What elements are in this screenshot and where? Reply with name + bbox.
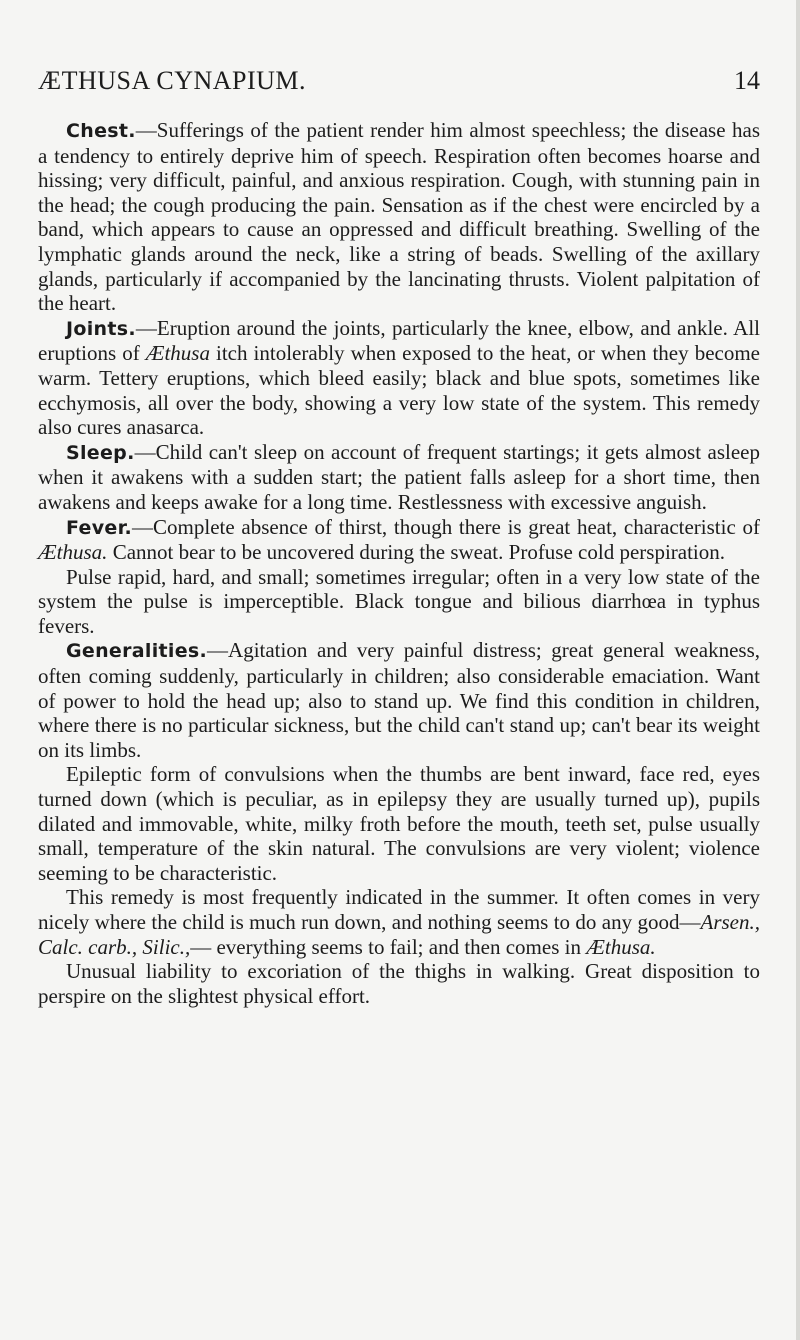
paragraph-text: —Agitation and very painful distress; great general weakness, often coming suddenly, particularly in children; also considerable emaciation. Want of power to hold the head up; also to stand up. We find this condition in children, where there is no particular sickness, but the child can't stand up; can't bear its weight on its limbs. bbox=[38, 638, 760, 762]
paragraph-text: Epileptic form of convulsions when the thumbs are bent inward, face red, eyes turned down (which is peculiar, as in epilepsy they are usually turned up), pupils dilated and immovable, white, milky froth before the mouth, teeth set, pulse usually small, temperature of the skin natural. The convulsions are very violent; violence seeming to be characteristic. bbox=[38, 762, 760, 885]
paragraph-excoriation bbox=[38, 959, 760, 1008]
page-edge bbox=[796, 0, 800, 1340]
paragraph-sleep bbox=[38, 440, 760, 515]
page-number: 14 bbox=[734, 66, 760, 95]
paragraph-pulse bbox=[38, 565, 760, 639]
paragraph-text: —Sufferings of the patient render him almost speechless; the disease has a tendency to entirely deprive him of speech. Respiration often becomes hoarse and hissing; very difficult, painful, and anxious respiration. Cough, with stunning pain in the head; the cough producing the pain. Sensation as if the chest were encircled by a band, which appears to cause an oppressed and difficult breathing. Swelling of the lymphatic glands around the neck, like a string of beads. Swelling of the axillary glands, particularly if accompanied by the lancinating thrusts. Violent palpitation of the heart. bbox=[38, 118, 760, 316]
paragraph-text: Unusual liability to excoriation of the thighs in walking. Great disposition to perspire on the slightest physical effort. bbox=[38, 959, 760, 1008]
paragraph-fever bbox=[38, 515, 760, 565]
paragraph-text: itch intolerably when exposed to the heat, or when they become warm. Tettery eruptions, which bleed easily; black and blue spots, sometimes like ecchymosis, all over the body, showing a very low state of the system. This remedy also cures anasarca. bbox=[38, 341, 760, 440]
remedy-list-italic: Arsen., Calc. carb., Silic., bbox=[38, 910, 760, 959]
page-header bbox=[38, 66, 760, 106]
body-text bbox=[38, 118, 760, 1008]
paragraph-text: Cannot bear to be uncovered during the sweat. Profuse cold perspiration. bbox=[107, 540, 726, 565]
section-heading-chest: Chest. bbox=[66, 120, 136, 142]
section-heading-sleep: Sleep. bbox=[66, 441, 135, 464]
paragraph-text: — everything seems to fail; and then comes in bbox=[190, 934, 587, 959]
section-heading-joints: Joints. bbox=[66, 317, 136, 340]
paragraph-text: —Eruption around the joints, particularly the knee, elbow, and ankle. All eruptions of bbox=[38, 315, 760, 366]
paragraph-chest bbox=[38, 118, 760, 316]
remedy-name-italic: Æthusa bbox=[145, 341, 210, 366]
paragraph-generalities bbox=[38, 638, 760, 762]
paragraph-joints bbox=[38, 316, 760, 440]
section-heading-fever: Fever. bbox=[66, 516, 133, 539]
section-heading-generalities: Generalities. bbox=[66, 640, 208, 663]
paragraph-text: This remedy is most frequently indicated in the summer. It often comes in very nicely where the child is much run down, and nothing seems to do any good— bbox=[38, 885, 760, 934]
running-title: ÆTHUSA CYNAPIUM. bbox=[38, 66, 307, 95]
paragraph-epileptic bbox=[38, 762, 760, 885]
paragraph-text: —Complete absence of thirst, though there is great heat, characteristic of bbox=[132, 514, 760, 539]
paragraph-text: Pulse rapid, hard, and small; sometimes irregular; often in a very low state of the system the pulse is imperceptible. Black tongue and bilious diarrhœa in typhus fevers. bbox=[38, 564, 760, 638]
remedy-name-italic: Æthusa. bbox=[586, 934, 656, 959]
paragraph-summer bbox=[38, 885, 760, 959]
remedy-name-italic: Æthusa. bbox=[38, 540, 108, 565]
paragraph-text: —Child can't sleep on account of frequent startings; it gets almost asleep when it awakens with a sudden start; the patient falls asleep for a short time, then awakens and keeps awake for a long time. Restlessness with excessive anguish. bbox=[38, 439, 760, 514]
